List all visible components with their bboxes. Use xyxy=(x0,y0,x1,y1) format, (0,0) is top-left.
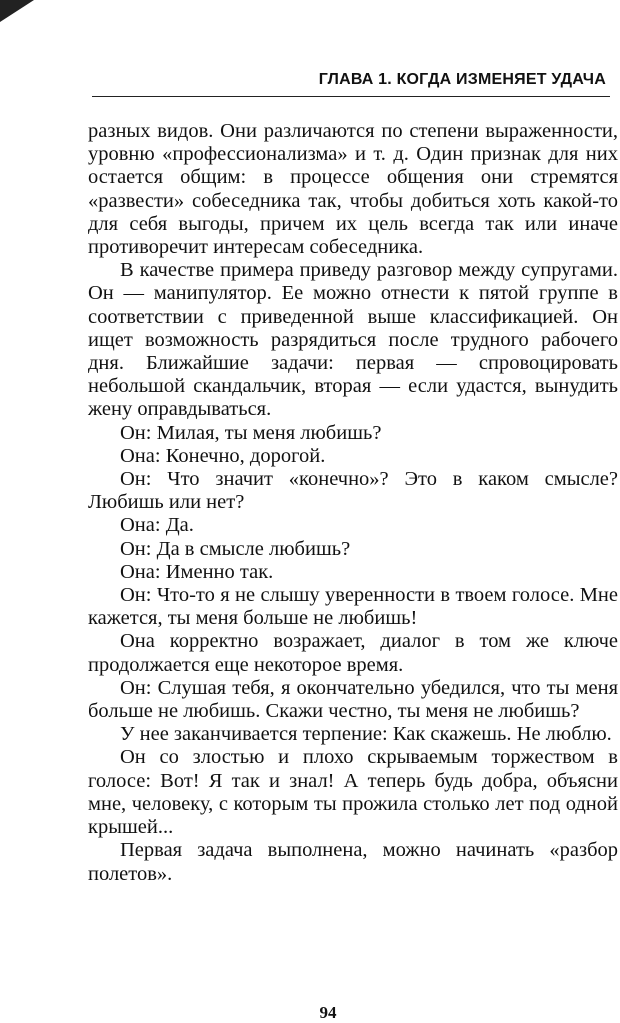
body-text xyxy=(88,120,618,886)
dialogue-line: Она: Именно так. xyxy=(120,560,274,583)
paragraph: Первая задача выполнена, можно начинать «разбор полетов». xyxy=(88,839,618,885)
paragraph: Она корректно возражает, диалог в том же ключе продолжается еще некоторое время. xyxy=(88,630,618,676)
scan-corner-mark xyxy=(0,0,34,22)
dialogue-line: Он: Да в смысле любишь? xyxy=(120,537,351,560)
dialogue-line: Она: Да. xyxy=(120,514,194,537)
dialogue-line: Он: Что значит «конечно»? Это в каком смысле? Любишь или нет? xyxy=(88,468,618,514)
paragraph: У нее заканчивается терпение: Как скажешь. Не люблю. xyxy=(120,723,612,746)
paragraph: Он со злостью и плохо скрываемым торжеством в голосе: Вот! Я так и знал! А теперь будь добра, объясни мне, человеку, с которым ты прожила столько лет под одной крышей... xyxy=(88,746,618,839)
dialogue-line: Он: Что-то я не слышу уверенности в твоем голосе. Мне кажется, ты меня больше не любишь! xyxy=(88,584,618,630)
page-number: 94 xyxy=(319,1003,337,1022)
dialogue-line: Он: Слушая тебя, я окончательно убедился, что ты меня больше не любишь. Скажи честно, ты меня не любишь? xyxy=(88,676,618,723)
dialogue-line: Он: Милая, ты меня любишь? xyxy=(120,421,382,444)
paragraph: В качестве примера приведу разговор между супругами. Он — манипулятор. Ее можно отнести к пятой группе в соответствии с приведенной выше классификацией. Он ищет возможность разрядиться после трудного рабочего дня. Ближайшие задачи: первая — спровоцировать небольшой скандальчик, вторая — если удастся, вынудить жену оправдываться. xyxy=(88,259,618,421)
header-rule xyxy=(92,96,610,97)
running-title: ГЛАВА 1. КОГДА ИЗМЕНЯЕТ УДАЧА xyxy=(318,71,606,88)
dialogue-line: Она: Конечно, дорогой. xyxy=(120,444,326,467)
paragraph: разных видов. Они различаются по степени выраженности, уровню «профессионализма» и т. д. Один признак для них остается общим: в процессе общения они стремятся «развести» собеседника так, чтобы добиться хоть какой-то для себя выгоды, причем их цель всегда так или иначе противоречит интересам собеседника. xyxy=(88,120,618,259)
